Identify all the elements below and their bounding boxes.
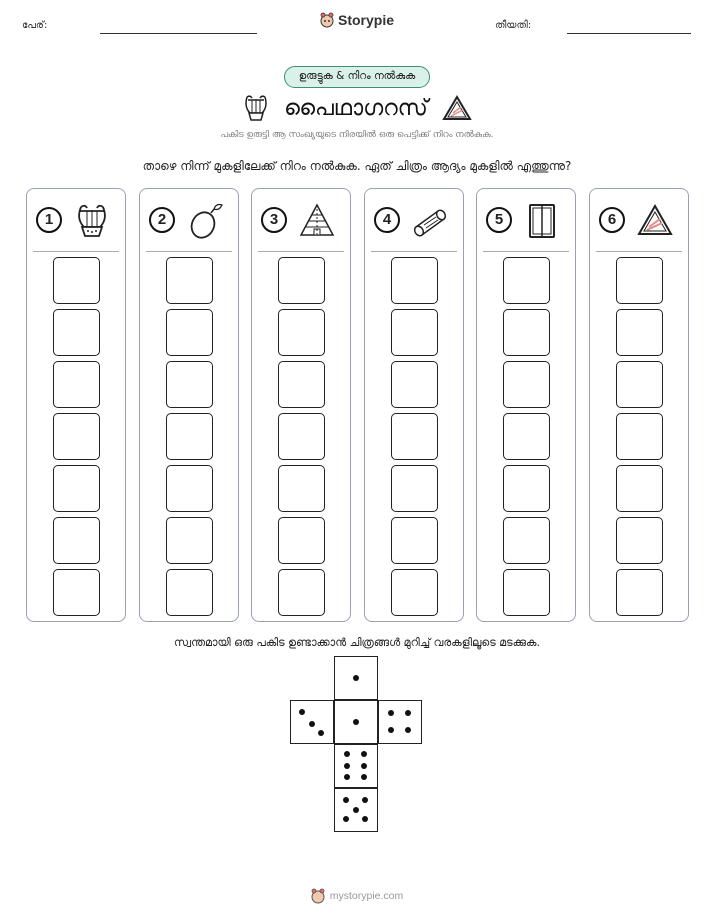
color-box[interactable] xyxy=(53,569,100,616)
die-face-3 xyxy=(290,700,334,744)
fold-instruction: സ്വന്തമായി ഒരു പകിട ഉണ്ടാക്കാൻ ചിത്രങ്ങൾ മുറിച്ച് വരകളിലൂടെ മടക്കുക. xyxy=(174,636,540,649)
color-box[interactable] xyxy=(53,361,100,408)
color-box[interactable] xyxy=(391,309,438,356)
color-box[interactable] xyxy=(616,517,663,564)
title-row xyxy=(0,90,714,126)
column-5 xyxy=(476,188,576,622)
pip xyxy=(405,710,411,716)
column-number: 1 xyxy=(36,207,62,233)
color-box[interactable] xyxy=(503,517,550,564)
color-box[interactable] xyxy=(616,569,663,616)
color-box[interactable] xyxy=(503,465,550,512)
pip xyxy=(361,774,367,780)
pip xyxy=(353,719,359,725)
column-divider xyxy=(371,251,457,252)
die-face-1 xyxy=(334,656,378,700)
storypie-logo-icon xyxy=(311,888,325,904)
pip xyxy=(318,730,324,736)
column-3 xyxy=(251,188,351,622)
color-box[interactable] xyxy=(278,413,325,460)
column-divider xyxy=(33,251,119,252)
pip xyxy=(344,751,350,757)
page-title: പൈഥാഗറസ് xyxy=(284,95,428,121)
color-box[interactable] xyxy=(278,465,325,512)
color-box[interactable] xyxy=(53,257,100,304)
instruction: താഴെ നിന്ന് മുകളിലേക്ക് നിറം നൽകുക. ഏത് ചിത്രം ആദ്യം മുകളിൽ എത്തുന്നു? xyxy=(142,159,572,173)
color-box[interactable] xyxy=(503,309,550,356)
lyre-icon xyxy=(242,93,270,123)
die-face-4 xyxy=(378,700,422,744)
pip xyxy=(362,797,368,803)
footer xyxy=(0,888,714,904)
column-number: 3 xyxy=(261,207,287,233)
die-face-5 xyxy=(334,788,378,832)
pip xyxy=(388,727,394,733)
color-box[interactable] xyxy=(391,257,438,304)
color-box[interactable] xyxy=(166,413,213,460)
olive-icon xyxy=(185,201,225,241)
pyramid-icon xyxy=(297,201,337,241)
color-box[interactable] xyxy=(616,465,663,512)
column-number: 6 xyxy=(599,207,625,233)
column-4 xyxy=(364,188,464,622)
column-number: 2 xyxy=(149,207,175,233)
die-face-6 xyxy=(334,744,378,788)
color-box[interactable] xyxy=(503,361,550,408)
color-box[interactable] xyxy=(278,517,325,564)
footer-url: mystorypie.com xyxy=(329,890,404,902)
color-box[interactable] xyxy=(53,309,100,356)
pip xyxy=(405,727,411,733)
color-box[interactable] xyxy=(616,257,663,304)
color-box[interactable] xyxy=(616,413,663,460)
pip xyxy=(362,816,368,822)
color-box[interactable] xyxy=(391,413,438,460)
pip xyxy=(388,710,394,716)
color-box[interactable] xyxy=(166,309,213,356)
pip xyxy=(299,709,305,715)
pip xyxy=(344,774,350,780)
column-1 xyxy=(26,188,126,622)
color-box[interactable] xyxy=(616,309,663,356)
scroll-icon xyxy=(410,201,450,241)
color-box[interactable] xyxy=(278,569,325,616)
subtitle: പകിട ഉരുട്ടി ആ സംഖ്യയുടെ നിരയിൽ ഒരു പെട്ടിക്ക് നിറം നൽകുക. xyxy=(220,130,494,140)
color-box[interactable] xyxy=(166,569,213,616)
pip xyxy=(353,675,359,681)
color-box[interactable] xyxy=(278,361,325,408)
color-box[interactable] xyxy=(166,465,213,512)
pip xyxy=(361,763,367,769)
color-box[interactable] xyxy=(53,413,100,460)
die-face-1 xyxy=(334,700,378,744)
color-box[interactable] xyxy=(278,257,325,304)
date-label: തീയതി: xyxy=(495,20,532,31)
column-2 xyxy=(139,188,239,622)
lyre-icon xyxy=(72,201,112,241)
color-box[interactable] xyxy=(391,569,438,616)
color-box[interactable] xyxy=(391,517,438,564)
color-box[interactable] xyxy=(391,465,438,512)
date-line xyxy=(567,33,691,34)
color-box[interactable] xyxy=(616,361,663,408)
color-box[interactable] xyxy=(166,257,213,304)
column-divider xyxy=(483,251,569,252)
color-box[interactable] xyxy=(503,569,550,616)
column-6 xyxy=(589,188,689,622)
column-divider xyxy=(146,251,232,252)
activity-tag: ഉരുട്ടുക & നിറം നൽകുക xyxy=(284,66,430,88)
brand xyxy=(0,12,714,28)
pip xyxy=(343,816,349,822)
pip xyxy=(353,807,359,813)
color-box[interactable] xyxy=(166,517,213,564)
name-line xyxy=(100,33,257,34)
color-box[interactable] xyxy=(53,517,100,564)
color-box[interactable] xyxy=(503,257,550,304)
color-box[interactable] xyxy=(278,309,325,356)
column-divider xyxy=(258,251,344,252)
column-divider xyxy=(596,251,682,252)
column-number: 5 xyxy=(486,207,512,233)
color-box[interactable] xyxy=(166,361,213,408)
triangle-icon xyxy=(635,201,675,241)
triangle-icon xyxy=(442,95,472,121)
name-label: പേര്: xyxy=(22,20,48,31)
brand-name: Storypie xyxy=(337,12,394,28)
color-box[interactable] xyxy=(53,465,100,512)
pip xyxy=(309,721,315,727)
color-box[interactable] xyxy=(391,361,438,408)
storypie-logo-icon xyxy=(320,12,334,28)
door-icon xyxy=(522,201,562,241)
column-number: 4 xyxy=(374,207,400,233)
pip xyxy=(344,763,350,769)
pip xyxy=(361,751,367,757)
pip xyxy=(343,797,349,803)
color-box[interactable] xyxy=(503,413,550,460)
